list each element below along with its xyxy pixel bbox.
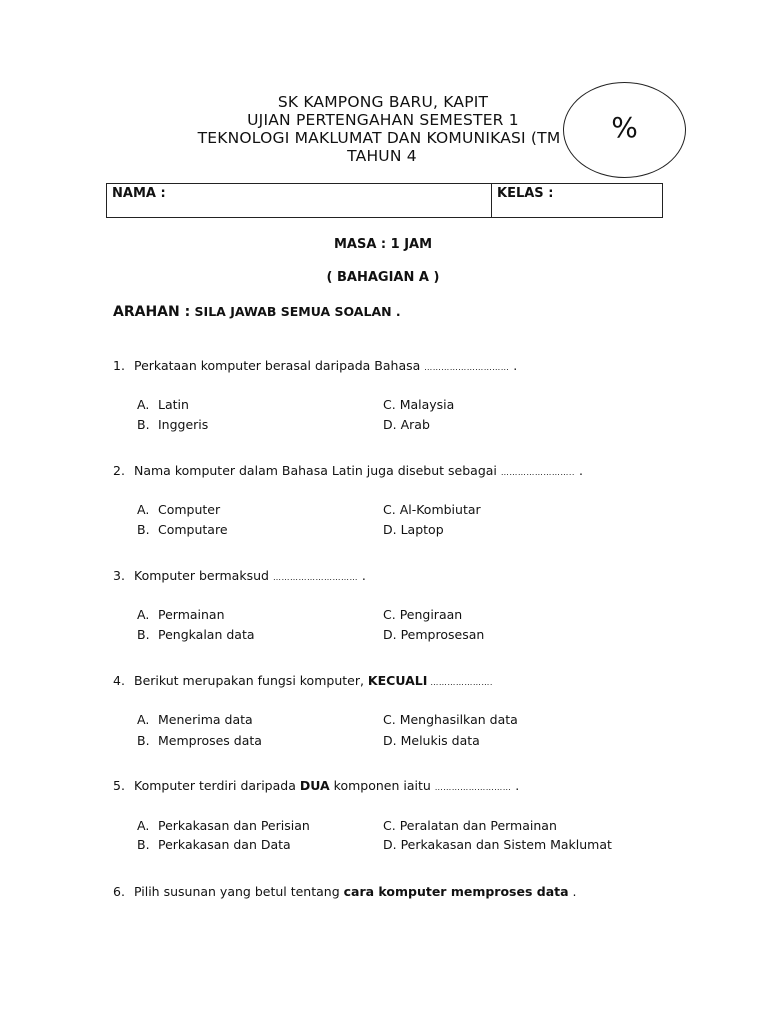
section-label: ( BAHAGIAN A ) <box>326 270 440 285</box>
score-symbol: % <box>611 111 638 144</box>
question-text: Pilih susunan yang betul tentang <box>134 884 344 899</box>
answer-blank: ………………………… <box>424 363 510 372</box>
instruction-label: ARAHAN : <box>113 304 191 320</box>
option-text: Computare <box>158 522 228 537</box>
question-end: . <box>357 568 366 583</box>
option-d[interactable] <box>383 522 444 537</box>
option-a[interactable] <box>137 607 225 622</box>
student-info-table <box>106 183 663 218</box>
option-c[interactable] <box>383 712 518 727</box>
question-6 <box>113 884 577 899</box>
option-letter: B. <box>137 627 150 642</box>
score-circle <box>563 82 686 178</box>
question-text-cont: komponen iaitu <box>329 778 435 793</box>
option-b[interactable] <box>137 627 255 642</box>
class-field[interactable] <box>492 184 663 218</box>
question-number: 6. <box>113 884 125 899</box>
class-label: KELAS : <box>497 186 554 201</box>
option-letter: B. <box>137 522 150 537</box>
option-letter: D. <box>383 733 397 748</box>
option-b[interactable] <box>137 837 291 852</box>
option-text: Pengiraan <box>399 607 463 622</box>
option-text: Memproses data <box>158 733 262 748</box>
option-text: Melukis data <box>400 733 480 748</box>
option-d[interactable] <box>383 417 430 432</box>
question-number: 2. <box>113 463 125 478</box>
question-end: . <box>574 463 583 478</box>
question-number: 1. <box>113 358 125 373</box>
option-letter: A. <box>137 502 150 517</box>
question-number: 5. <box>113 778 125 793</box>
option-text: Malaysia <box>399 397 455 412</box>
option-text: Perkakasan dan Sistem Maklumat <box>400 837 612 852</box>
option-text: Computer <box>158 502 221 517</box>
option-letter: B. <box>137 837 150 852</box>
option-text: Al-Kombiutar <box>399 502 481 517</box>
answer-blank: …………………….. <box>500 468 575 477</box>
option-text: Menghasilkan data <box>399 712 518 727</box>
question-text: Berikut merupakan fungsi komputer, <box>134 673 368 688</box>
option-letter: C. <box>383 397 396 412</box>
option-text: Pengkalan data <box>158 627 255 642</box>
question-text: Nama komputer dalam Bahasa Latin juga disebut sebagai <box>134 463 501 478</box>
option-b[interactable] <box>137 522 228 537</box>
option-letter: D. <box>383 837 397 852</box>
option-c[interactable] <box>383 397 454 412</box>
option-letter: A. <box>137 818 150 833</box>
question-4 <box>113 673 493 688</box>
option-text: Perkakasan dan Perisian <box>158 818 310 833</box>
option-text: Permainan <box>158 607 225 622</box>
option-d[interactable] <box>383 627 484 642</box>
name-field[interactable] <box>107 184 492 218</box>
option-letter: A. <box>137 712 150 727</box>
option-text: Perkakasan dan Data <box>158 837 291 852</box>
name-label: NAMA : <box>112 186 166 201</box>
option-a[interactable] <box>137 712 253 727</box>
option-letter: A. <box>137 607 150 622</box>
option-text: Menerima data <box>158 712 253 727</box>
question-number: 4. <box>113 673 125 688</box>
option-b[interactable] <box>137 733 262 748</box>
question-5 <box>113 778 519 793</box>
keyword: KECUALI <box>367 673 428 688</box>
option-letter: C. <box>383 502 396 517</box>
option-letter: C. <box>383 818 396 833</box>
instruction-text: SILA JAWAB SEMUA SOALAN . <box>190 304 401 319</box>
school-name: SK KAMPONG BARU, KAPIT <box>277 93 489 111</box>
option-b[interactable] <box>137 417 208 432</box>
option-letter: C. <box>383 712 396 727</box>
option-c[interactable] <box>383 818 557 833</box>
instruction <box>113 304 401 320</box>
exam-title: UJIAN PERTENGAHAN SEMESTER 1 <box>247 111 519 129</box>
question-end: . <box>509 358 518 373</box>
option-a[interactable] <box>137 502 220 517</box>
question-1 <box>113 358 517 373</box>
option-text: Pemprosesan <box>400 627 485 642</box>
option-letter: B. <box>137 733 150 748</box>
question-3 <box>113 568 366 583</box>
keyword: cara komputer memproses data <box>343 884 569 899</box>
option-letter: A. <box>137 397 150 412</box>
option-letter: D. <box>383 522 397 537</box>
answer-blank: …………………. <box>427 678 493 687</box>
option-letter: D. <box>383 417 397 432</box>
option-letter: D. <box>383 627 397 642</box>
question-end: . <box>568 884 577 899</box>
option-letter: B. <box>137 417 150 432</box>
option-text: Inggeris <box>158 417 209 432</box>
duration-label: MASA : 1 JAM <box>333 237 433 252</box>
question-text: Komputer terdiri daripada <box>134 778 300 793</box>
question-2 <box>113 463 583 478</box>
answer-blank: ……………………… <box>434 783 512 792</box>
question-end: . <box>511 778 520 793</box>
question-text: Komputer bermaksud <box>134 568 273 583</box>
option-a[interactable] <box>137 397 189 412</box>
question-text: Perkataan komputer berasal daripada Bahasa <box>134 358 425 373</box>
answer-blank: ………………………… <box>272 573 358 582</box>
option-c[interactable] <box>383 607 462 622</box>
year-label: TAHUN 4 <box>347 147 417 165</box>
question-number: 3. <box>113 568 125 583</box>
option-text: Peralatan dan Permainan <box>399 818 557 833</box>
option-text: Arab <box>400 417 430 432</box>
subject-title: TEKNOLOGI MAKLUMAT DAN KOMUNIKASI (TM <box>197 129 561 147</box>
option-a[interactable] <box>137 818 310 833</box>
option-letter: C. <box>383 607 396 622</box>
option-d[interactable] <box>383 837 612 852</box>
option-c[interactable] <box>383 502 481 517</box>
option-text: Latin <box>158 397 189 412</box>
keyword: DUA <box>299 778 330 793</box>
option-d[interactable] <box>383 733 480 748</box>
option-text: Laptop <box>400 522 444 537</box>
